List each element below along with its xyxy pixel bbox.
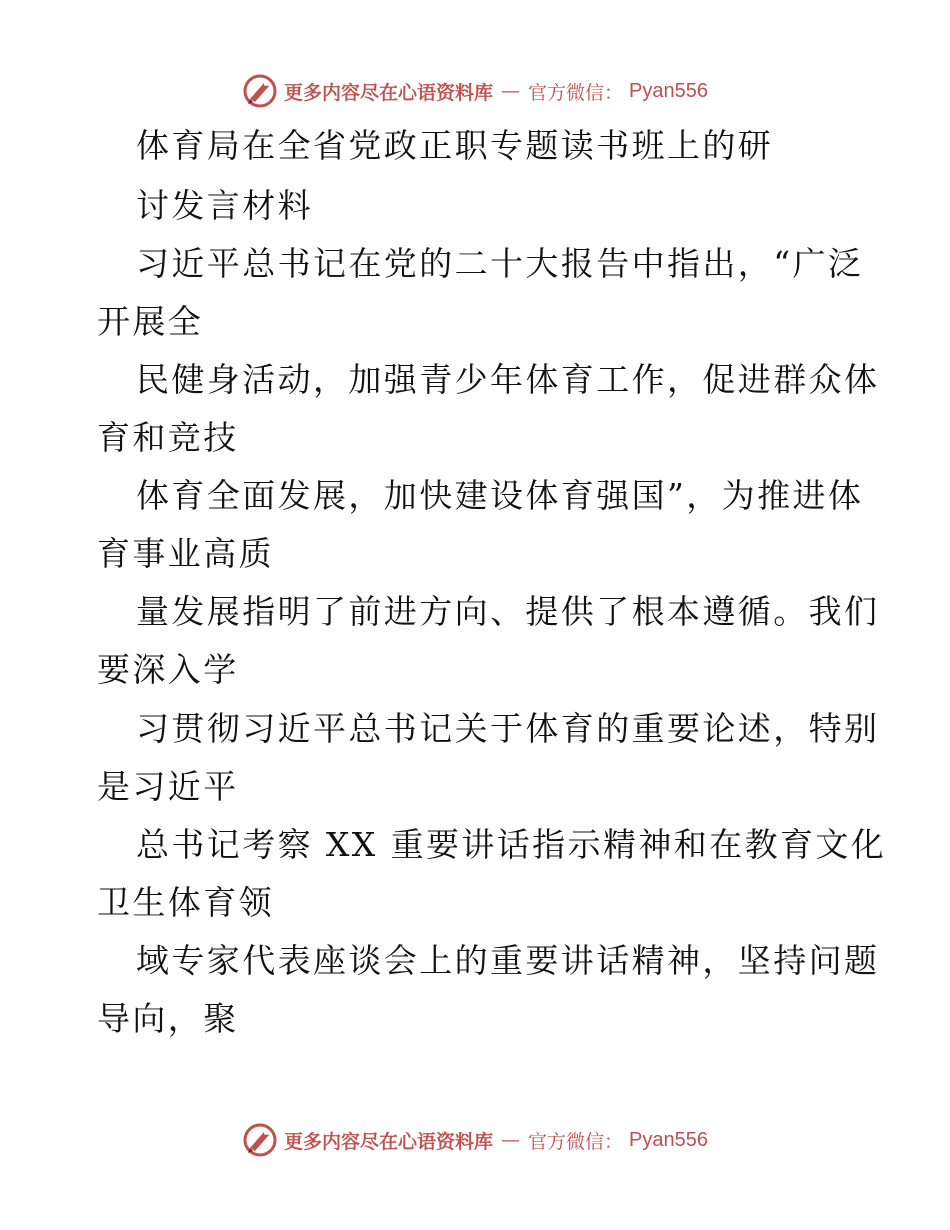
doc-line: 导向，聚 xyxy=(97,999,239,1038)
doc-line: 育事业高质 xyxy=(97,534,274,573)
header-banner xyxy=(0,71,950,111)
banner-wechat-label: 官方微信： xyxy=(528,1130,624,1153)
banner-site-name: 更多内容尽在心语资料库 xyxy=(284,81,494,104)
banner-separator: — xyxy=(501,1129,521,1151)
doc-line: 习近平总书记在党的二十大报告中指出，“广泛 xyxy=(136,244,864,283)
footer-banner xyxy=(0,1120,950,1160)
banner-wechat-id: Pyan556 xyxy=(629,1128,708,1151)
doc-line: 要深入学 xyxy=(97,650,239,689)
banner-separator: — xyxy=(501,80,521,102)
doc-line: 开展全 xyxy=(97,302,204,341)
banner-wechat-label: 官方微信： xyxy=(528,81,624,104)
doc-title-line-1: 体育局在全省党政正职专题读书班上的研 xyxy=(136,126,774,165)
doc-line: 体育全面发展，加快建设体育强国”，为推进体 xyxy=(136,476,864,515)
doc-line: 域专家代表座谈会上的重要讲话精神，坚持问题 xyxy=(136,941,880,980)
pen-logo-icon xyxy=(242,73,278,109)
pen-logo-icon xyxy=(242,1122,278,1158)
doc-line: 育和竞技 xyxy=(97,418,239,457)
doc-line: 量发展指明了前进方向、提供了根本遵循。我们 xyxy=(136,592,880,631)
doc-line: 习贯彻习近平总书记关于体育的重要论述，特别 xyxy=(136,709,880,748)
banner-site-name: 更多内容尽在心语资料库 xyxy=(284,1130,494,1153)
doc-title-line-2: 讨发言材料 xyxy=(136,186,313,225)
doc-line: 总书记考察 XX 重要讲话指示精神和在教育文化 xyxy=(136,825,887,864)
doc-line: 是习近平 xyxy=(97,767,239,806)
doc-line: 卫生体育领 xyxy=(97,883,274,922)
banner-wechat-id: Pyan556 xyxy=(629,79,708,102)
doc-line: 民健身活动，加强青少年体育工作，促进群众体 xyxy=(136,360,880,399)
